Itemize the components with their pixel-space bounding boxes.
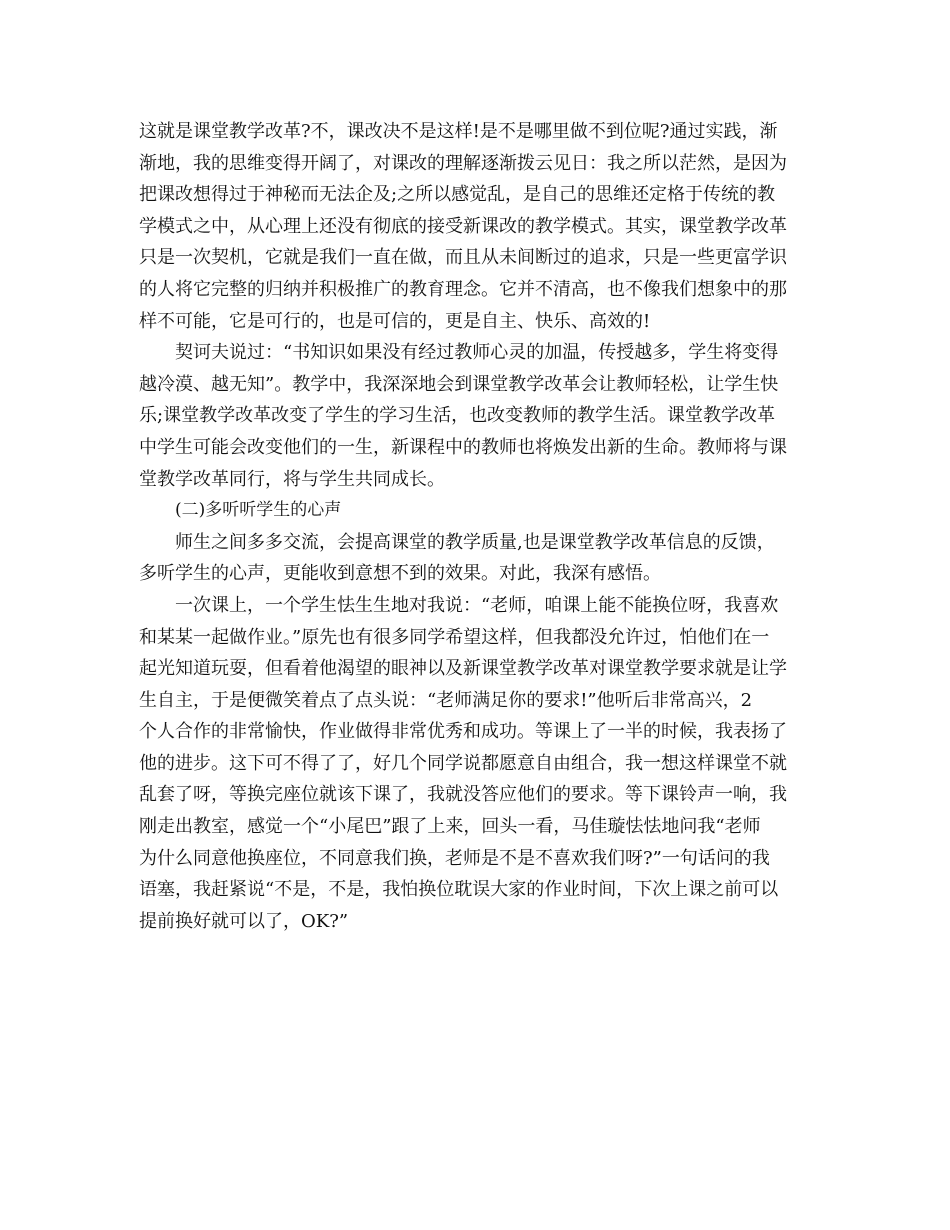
- text-line: 越冷漠、越无知”。教学中，我深深地会到课堂教学改革会让教师轻松，让学生快: [139, 373, 779, 395]
- section-heading: [139, 495, 815, 527]
- text-line: 语塞，我赶紧说“不是，不是，我怕换位耽误大家的作业时间，下次上课之前可以: [139, 879, 779, 901]
- section-heading-text: (二)多听听学生的心声: [175, 500, 342, 521]
- paragraph-2: [139, 337, 815, 495]
- text-line: 刚走出教室，感觉一个“小尾巴”跟了上来，回头一看，马佳璇怯怯地问我“老师: [139, 816, 761, 838]
- text-line: 和某某一起做作业。”原先也有很多同学希望这样，但我都没允许过，怕他们在一: [139, 626, 770, 648]
- text-line: 的人将它完整的归纳并积极推广的教育理念。它并不清高，也不像我们想象中的那: [139, 278, 787, 300]
- document-body: [139, 116, 815, 937]
- text-line: 生自主，于是便微笑着点了点头说：“老师满足你的要求!”他听后非常高兴，2: [139, 689, 753, 711]
- text-line: 起光知道玩耍，但看着他渴望的眼神以及新课堂教学改革对课堂教学要求就是让学: [139, 658, 787, 680]
- text-line: 师生之间多多交流，会提高课堂的教学质量,也是课堂教学改革信息的反馈，: [175, 531, 775, 553]
- text-line: 学模式之中，从心理上还没有彻底的接受新课改的教学模式。其实，课堂教学改革: [139, 215, 787, 237]
- text-line: 渐地，我的思维变得开阔了，对课改的理解逐渐拨云见日：我之所以茫然，是因为: [139, 152, 787, 174]
- text-line: 堂教学改革同行，将与学生共同成长。: [139, 468, 445, 490]
- text-line: 乱套了呀，等换完座位就该下课了，我就没答应他们的要求。等下课铃声一响，我: [139, 784, 787, 806]
- paragraph-1: [139, 116, 815, 337]
- text-line: 样不可能，它是可行的，也是可信的，更是自主、快乐、高效的!: [139, 310, 651, 332]
- text-line: 多听学生的心声，更能收到意想不到的效果。对此，我深有感悟。: [139, 563, 661, 585]
- text-line: 他的进步。这下可不得了了，好几个同学说都愿意自由组合，我一想这样课堂不就: [139, 752, 787, 774]
- paragraph-3: [139, 527, 815, 590]
- text-line: 契诃夫说过：“书知识如果没有经过教师心灵的加温，传授越多，学生将变得: [175, 342, 779, 364]
- text-line: 提前换好就可以了，OK?”: [139, 910, 349, 932]
- text-line: 只是一次契机，它就是我们一直在做，而且从未间断过的追求，只是一些更富学识: [139, 247, 787, 269]
- text-line: 个人合作的非常愉快，作业做得非常优秀和成功。等课上了一半的时候，我表扬了: [139, 721, 787, 743]
- text-line: 中学生可能会改变他们的一生，新课程中的教师也将焕发出新的生命。教师将与课: [139, 436, 787, 458]
- text-line: 乐;课堂教学改革改变了学生的学习生活，也改变教师的教学生活。课堂教学改革: [139, 405, 776, 427]
- text-line: 把课改想得过于神秘而无法企及;之所以感觉乱，是自己的思维还定格于传统的教: [139, 184, 776, 206]
- text-line: 为什么同意他换座位，不同意我们换，老师是不是不喜欢我们呀?”一句话问的我: [139, 847, 770, 869]
- text-line: 一次课上，一个学生怯生生地对我说：“老师，咱课上能不能换位呀，我喜欢: [175, 594, 779, 616]
- paragraph-4: [139, 590, 815, 938]
- text-line: 这就是课堂教学改革?不，课改决不是这样!是不是哪里做不到位呢?通过实践，渐: [139, 121, 778, 142]
